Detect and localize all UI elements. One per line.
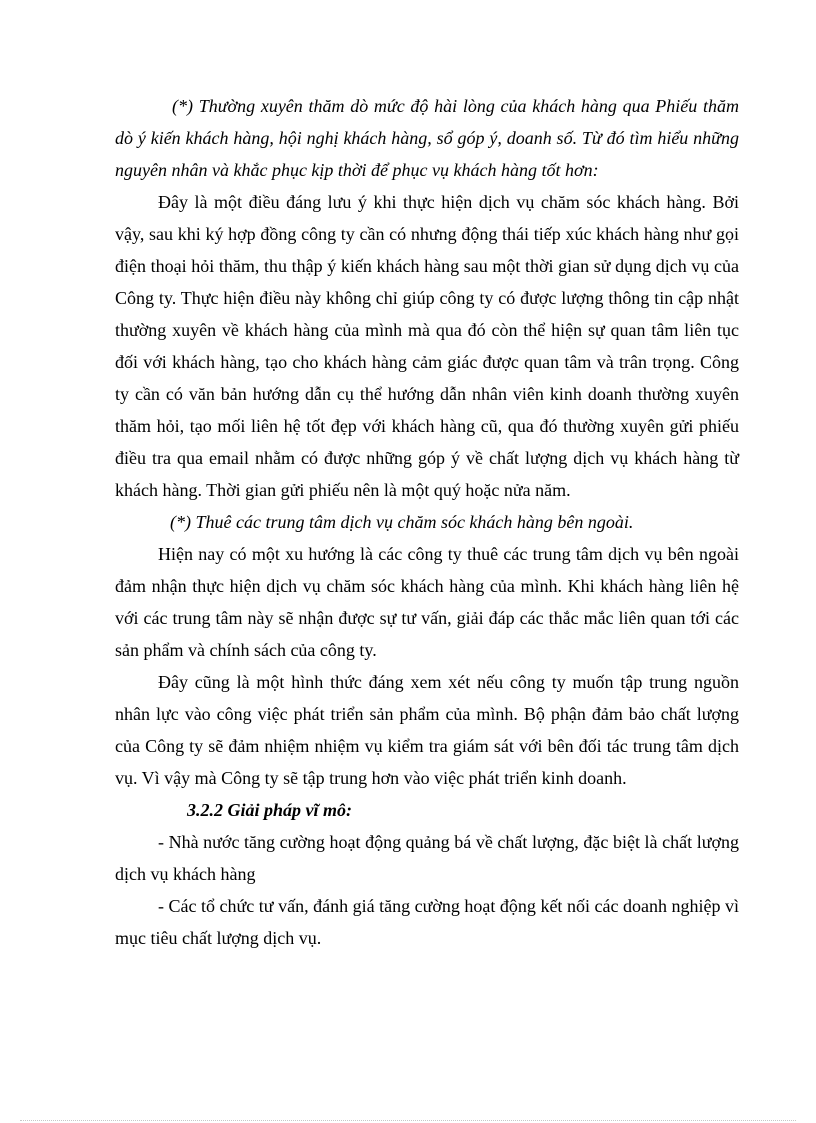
section-heading-macro-solutions: 3.2.2 Giải pháp vĩ mô: (187, 800, 352, 820)
page-bottom-border (20, 1120, 796, 1121)
paragraph-outsource-consideration: Đây cũng là một hình thức đáng xem xét nếu công ty muốn tập trung nguồn nhân lực vào công việc phát triển sản phẩm của mình. Bộ phận đảm bảo chất lượng của Công ty sẽ đảm nhiệm nhiệm vụ kiểm tra giám sát với bên đối tác trung tâm dịch vụ. Vì vậy mà Công ty sẽ tập trung hơn vào việc phát triển kinh doanh. (115, 672, 739, 788)
document-body (115, 90, 739, 954)
paragraph-outsource-heading: (*) Thuê các trung tâm dịch vụ chăm sóc khách hàng bên ngoài. (170, 512, 634, 532)
paragraph-outsource-trend: Hiện nay có một xu hướng là các công ty thuê các trung tâm dịch vụ bên ngoài đảm nhận thực hiện dịch vụ chăm sóc khách hàng của mình. Khi khách hàng liên hệ với các trung tâm này sẽ nhận được sự tư vấn, giải đáp các thắc mắc liên quan tới các sản phẩm và chính sách của công ty. (115, 544, 739, 660)
bullet-state-promotion: - Nhà nước tăng cường hoạt động quảng bá về chất lượng, đặc biệt là chất lượng dịch vụ khách hàng (115, 832, 739, 884)
bullet-consulting-organizations: - Các tổ chức tư vấn, đánh giá tăng cường hoạt động kết nối các doanh nghiệp vì mục tiêu chất lượng dịch vụ. (115, 896, 739, 948)
paragraph-survey-satisfaction: (*) Thường xuyên thăm dò mức độ hài lòng của khách hàng qua Phiếu thăm dò ý kiến khách hàng, hội nghị khách hàng, sổ góp ý, doanh số. Từ đó tìm hiểu những nguyên nhân và khắc phục kịp thời để phục vụ khách hàng tốt hơn: (115, 96, 739, 180)
paragraph-customer-care-note: Đây là một điều đáng lưu ý khi thực hiện dịch vụ chăm sóc khách hàng. Bởi vậy, sau khi ký hợp đồng công ty cần có nhưng động thái tiếp xúc khách hàng như gọi điện thoại hỏi thăm, thu thập ý kiến khách hàng sau một thời gian sử dụng dịch vụ của Công ty. Thực hiện điều này không chỉ giúp công ty có được lượng thông tin cập nhật thường xuyên về khách hàng của mình mà qua đó còn thể hiện sự quan tâm liên tục đối với khách hàng, tạo cho khách hàng cảm giác được quan tâm và trân trọng. Công ty cần có văn bản hướng dẫn cụ thể hướng dẫn nhân viên kinh doanh thường xuyên thăm hỏi, tạo mối liên hệ tốt đẹp với khách hàng cũ, qua đó thường xuyên gửi phiếu điều tra qua email nhằm có được những góp ý về chất lượng dịch vụ khách hàng từ khách hàng. Thời gian gửi phiếu nên là một quý hoặc nửa năm. (115, 192, 739, 500)
